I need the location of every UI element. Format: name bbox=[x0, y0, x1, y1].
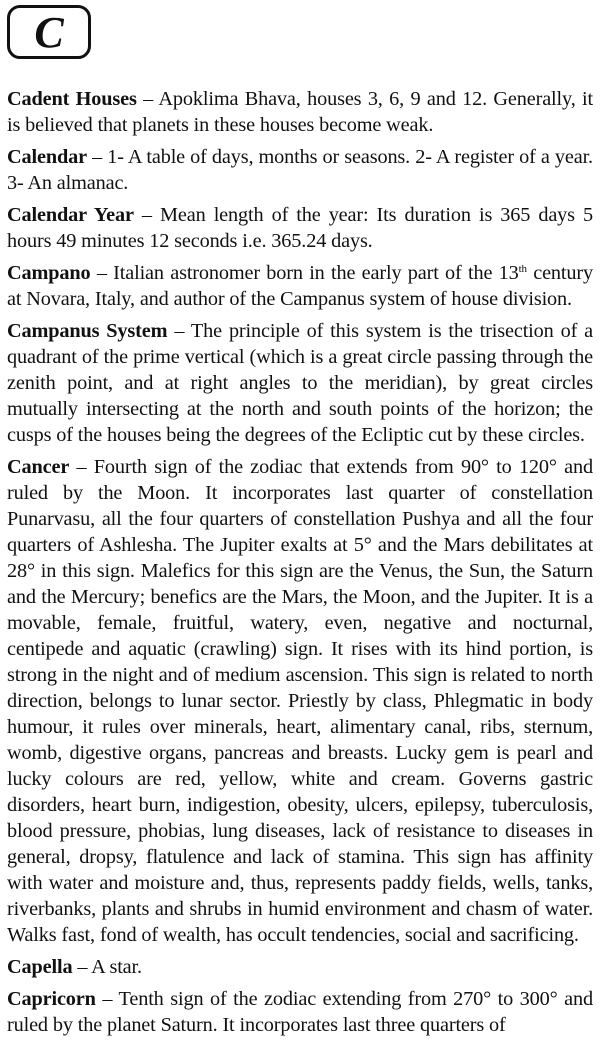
entry-definition-part1: Italian astronomer born in the early part of the 13 bbox=[113, 262, 519, 284]
glossary-entry-campano bbox=[7, 260, 593, 312]
entry-dash: – bbox=[95, 988, 119, 1010]
entry-definition: Apoklima Bhava, houses 3, 6, 9 and 12. Generally, it is believed that planets in these houses become weak. bbox=[7, 88, 593, 136]
ordinal-superscript: th bbox=[518, 263, 527, 275]
entry-dash: – bbox=[69, 456, 94, 478]
glossary-entry-campanus-system bbox=[7, 318, 593, 448]
section-letter-box bbox=[7, 5, 91, 59]
entry-term: Cadent Houses bbox=[7, 88, 137, 110]
glossary-entries bbox=[7, 86, 593, 1044]
entry-dash: – bbox=[167, 320, 191, 342]
glossary-entry-capricorn bbox=[7, 986, 593, 1038]
entry-definition: Tenth sign of the zodiac extending from 270° to 300° and ruled by the planet Saturn. It incorporates last three quarters of bbox=[7, 988, 594, 1036]
entry-dash: – bbox=[90, 262, 114, 284]
entry-term: Cancer bbox=[7, 456, 70, 478]
entry-dash: – bbox=[86, 146, 108, 168]
entry-definition-part2: century at Novara, Italy, and author of the Campanus system of house division. bbox=[7, 262, 593, 310]
glossary-entry-calendar bbox=[7, 144, 593, 196]
entry-term: Calendar Year bbox=[7, 204, 134, 226]
entry-dash: – bbox=[133, 204, 161, 226]
glossary-entry-capella bbox=[7, 954, 593, 980]
entry-definition: Fourth sign of the zodiac that extends from 90° to 120° and ruled by the Moon. It incorporates last quarter of constellation Punarvasu, all the four quarters of constellation Pushya and all the four quarters of Ashlesha. The Jupiter exalts at 5° and the Mars debilitates at 28° in this sign. Malefics for this sign are the Venus, the Sun, the Saturn and the Mercury; benefics are the Mars, the Moon, and the Jupiter. It is a movable, female, fruitful, watery, even, negative and nocturnal, centipede and aquatic (crawling) sign. It rises with its hind portion, is strong in the night and of medium ascension. This sign is related to north direction, belongs to lunar sector. Priestly by class, Phlegmatic in body humour, it rules over minerals, heart, alimentary canal, ribs, sternum, womb, digestive organs, pancreas and breasts. Lucky gem is pearl and lucky colours are red, yellow, white and cream. Governs gastric disorders, heart burn, indigestion, obesity, ulcers, epilepsy, tuberculosis, blood pressure, phobias, lung diseases, lack of resistance to diseases in general, dropsy, flatulence and lack of stamina. This sign has affinity with water and moisture and, thus, represents paddy fields, wells, tanks, riverbanks, plants and shrubs in humid environment and chasm of water. Walks fast, fond of wealth, has occult tendencies, social and sacrificing. bbox=[7, 456, 593, 946]
entry-definition: A star. bbox=[91, 956, 142, 978]
glossary-entry-cadent-houses bbox=[7, 86, 593, 138]
entry-definition: 1- A table of days, months or seasons. 2- A register of a year. 3- An almanac. bbox=[7, 146, 593, 194]
entry-definition: The principle of this system is the trisection of a quadrant of the prime vertical (which is a great circle passing through the zenith point, and at right angles to the meridian), by great circles mutually intersecting at the north and south points of the horizon; the cusps of the houses being the degrees of the Ecliptic cut by these circles. bbox=[7, 320, 593, 446]
glossary-entry-cancer bbox=[7, 454, 593, 948]
entry-term: Calendar bbox=[7, 146, 87, 168]
entry-definition: Mean length of the year: Its duration is 365 days 5 hours 49 minutes 12 seconds i.e. 365.24 days. bbox=[7, 204, 594, 252]
entry-dash: – bbox=[136, 88, 159, 110]
glossary-entry-calendar-year bbox=[7, 202, 593, 254]
entry-term: Campano bbox=[7, 262, 91, 284]
entry-term: Capricorn bbox=[7, 988, 96, 1010]
section-letter: C bbox=[34, 8, 64, 57]
entry-dash: – bbox=[72, 956, 92, 978]
entry-term: Campanus System bbox=[7, 320, 168, 342]
entry-term: Capella bbox=[7, 956, 73, 978]
